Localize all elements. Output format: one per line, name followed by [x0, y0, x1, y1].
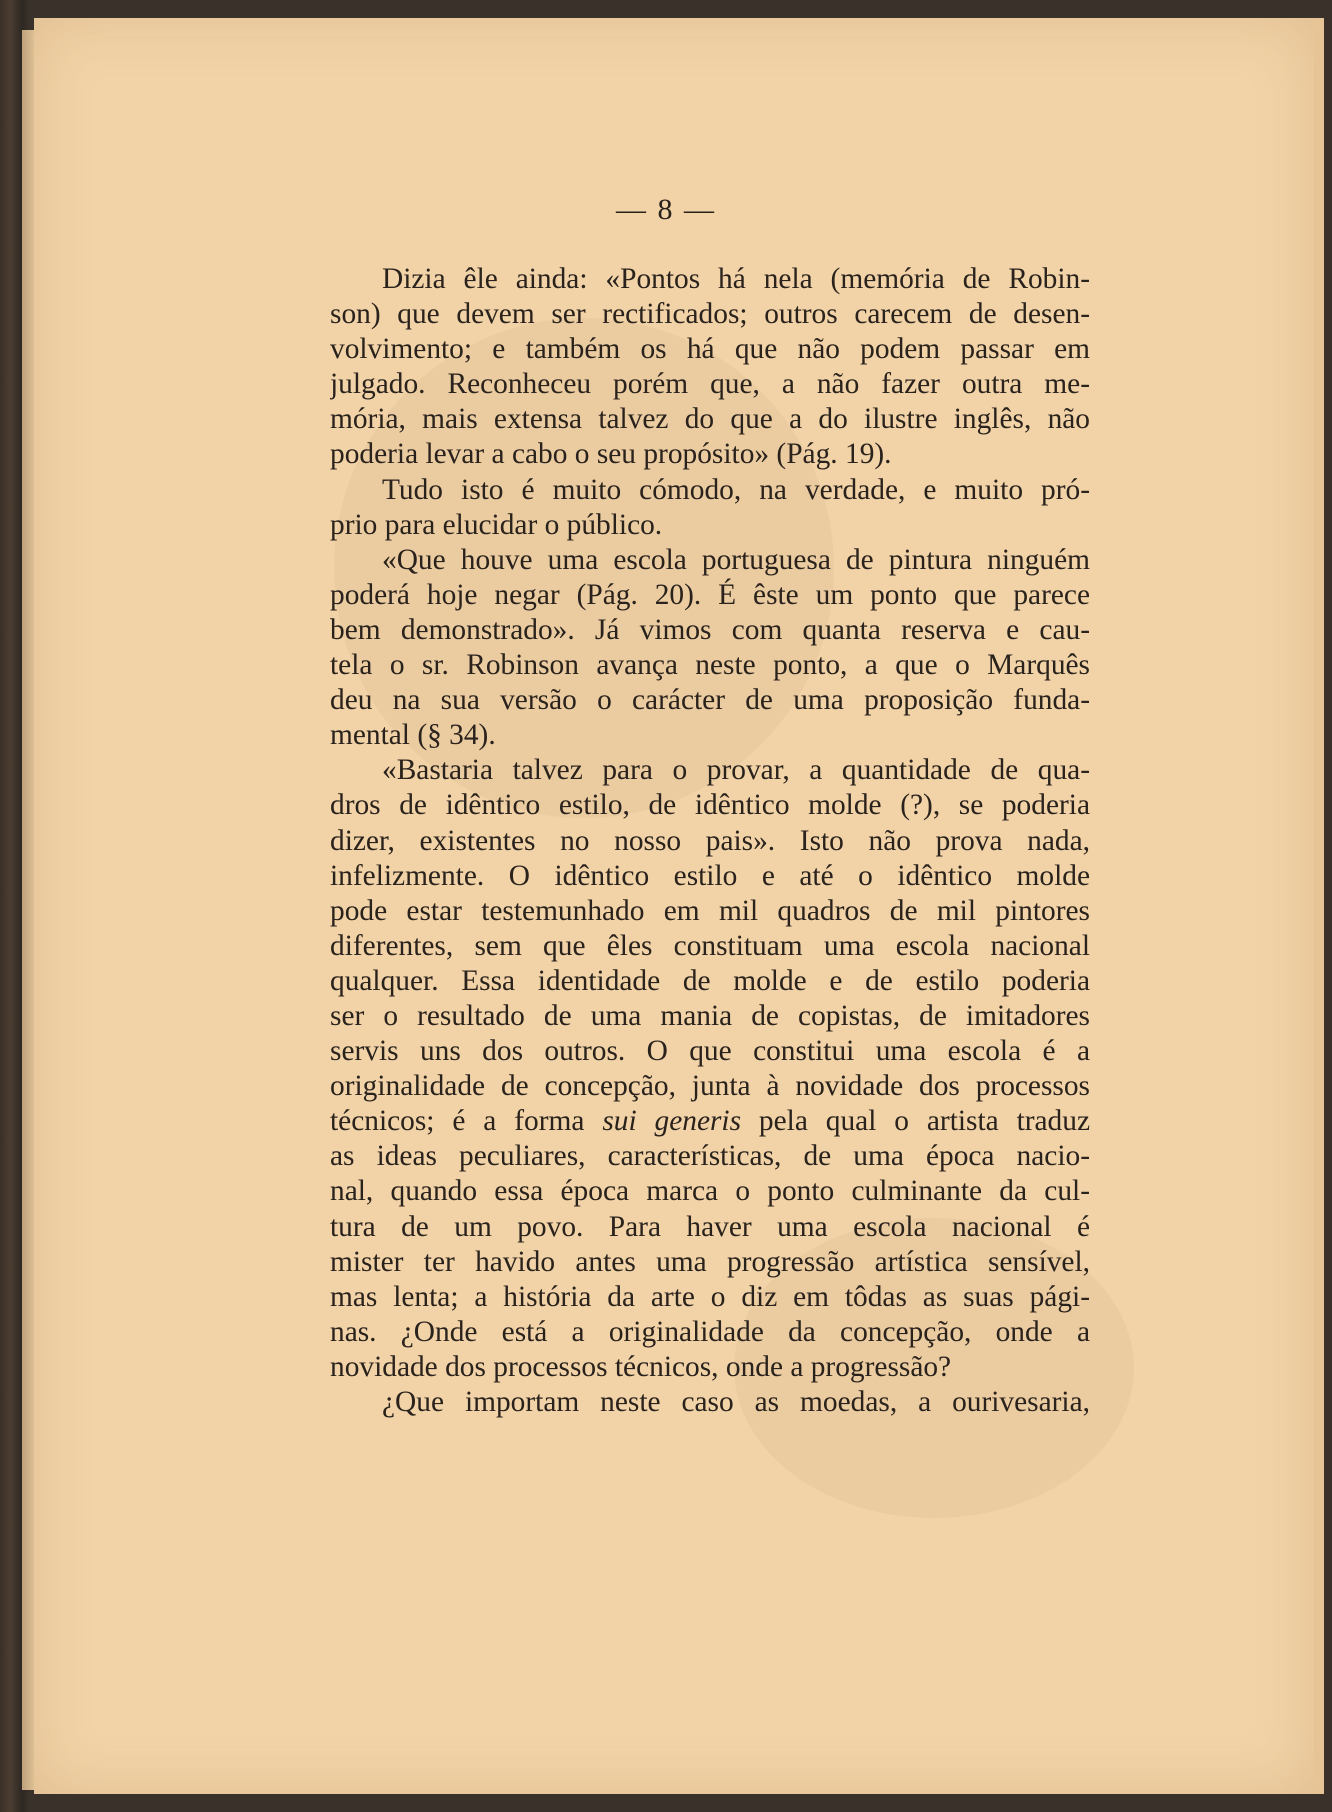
italic-term: sui generis: [602, 1105, 742, 1138]
page-number: — 8 —: [616, 193, 716, 226]
text-line: mória, mais extensa talvez do que a do ilustre inglês, não: [330, 403, 1090, 436]
text-line: [330, 1104, 1090, 1139]
text-line: deu na sua versão o carácter de uma proposição funda-: [330, 684, 1090, 717]
text-line: infelizmente. O idêntico estilo e até o idêntico molde: [330, 859, 1090, 892]
text-line: poderá hoje negar (Pág. 20). É êste um ponto que parece: [330, 578, 1090, 611]
text-line: prio para elucidar o público.: [330, 508, 663, 541]
text-line: dros de idêntico estilo, de idêntico molde (?), se poderia: [330, 789, 1090, 822]
text-segment: pela qual o artista traduz: [741, 1105, 1090, 1138]
text-line: bem demonstrado». Já vimos com quanta reserva e cau-: [330, 613, 1090, 646]
body-text: [330, 262, 1090, 1420]
text-segment: técnicos; é a forma: [330, 1105, 603, 1138]
text-line: diferentes, sem que êles constituam uma escola nacional: [330, 929, 1090, 962]
text-line: novidade dos processos técnicos, onde a progressão?: [330, 1350, 952, 1383]
text-line: nal, quando essa época marca o ponto culminante da cul-: [330, 1175, 1090, 1208]
text-line: son) que devem ser rectificados; outros carecem de desen-: [330, 298, 1090, 331]
text-line: tela o sr. Robinson avança neste ponto, a que o Marquês: [330, 649, 1090, 682]
text-line: tura de um povo. Para haver uma escola nacional é: [330, 1210, 1090, 1243]
text-line: originalidade de concepção, junta à novidade dos processos: [330, 1070, 1090, 1103]
text-line: julgado. Reconheceu porém que, a não fazer outra me-: [330, 368, 1090, 401]
text-line: mental (§ 34).: [330, 719, 496, 752]
text-line: «Bastaria talvez para o provar, a quantidade de qua-: [382, 754, 1090, 787]
text-line: volvimento; e também os há que não podem passar em: [330, 333, 1090, 366]
text-line: poderia levar a cabo o seu propósito» (Pág. 19).: [330, 438, 892, 471]
text-line: mas lenta; a história da arte o diz em tôdas as suas pági-: [330, 1280, 1090, 1313]
text-line: as ideas peculiares, características, de uma época nacio-: [330, 1140, 1090, 1173]
text-line: ser o resultado de uma mania de copistas, de imitadores: [330, 999, 1090, 1032]
text-line: mister ter havido antes uma progressão artística sensível,: [330, 1245, 1090, 1278]
text-line: Dizia êle ainda: «Pontos há nela (memória de Robin-: [382, 263, 1090, 295]
text-line: servis uns dos outros. O que constitui uma escola é a: [330, 1035, 1090, 1068]
text-line: qualquer. Essa identidade de molde e de estilo poderia: [330, 964, 1090, 997]
text-line: «Que houve uma escola portuguesa de pintura ninguém: [382, 543, 1090, 576]
text-line: pode estar testemunhado em mil quadros de mil pintores: [330, 894, 1090, 927]
text-line: nas. ¿Onde está a originalidade da concepção, onde a: [330, 1315, 1090, 1348]
text-line: Tudo isto é muito cómodo, na verdade, e muito pró-: [382, 473, 1090, 506]
text-line: ¿Que importam neste caso as moedas, a ourivesaria,: [382, 1386, 1090, 1418]
text-line: dizer, existentes no nosso pais». Isto não prova nada,: [330, 824, 1090, 857]
